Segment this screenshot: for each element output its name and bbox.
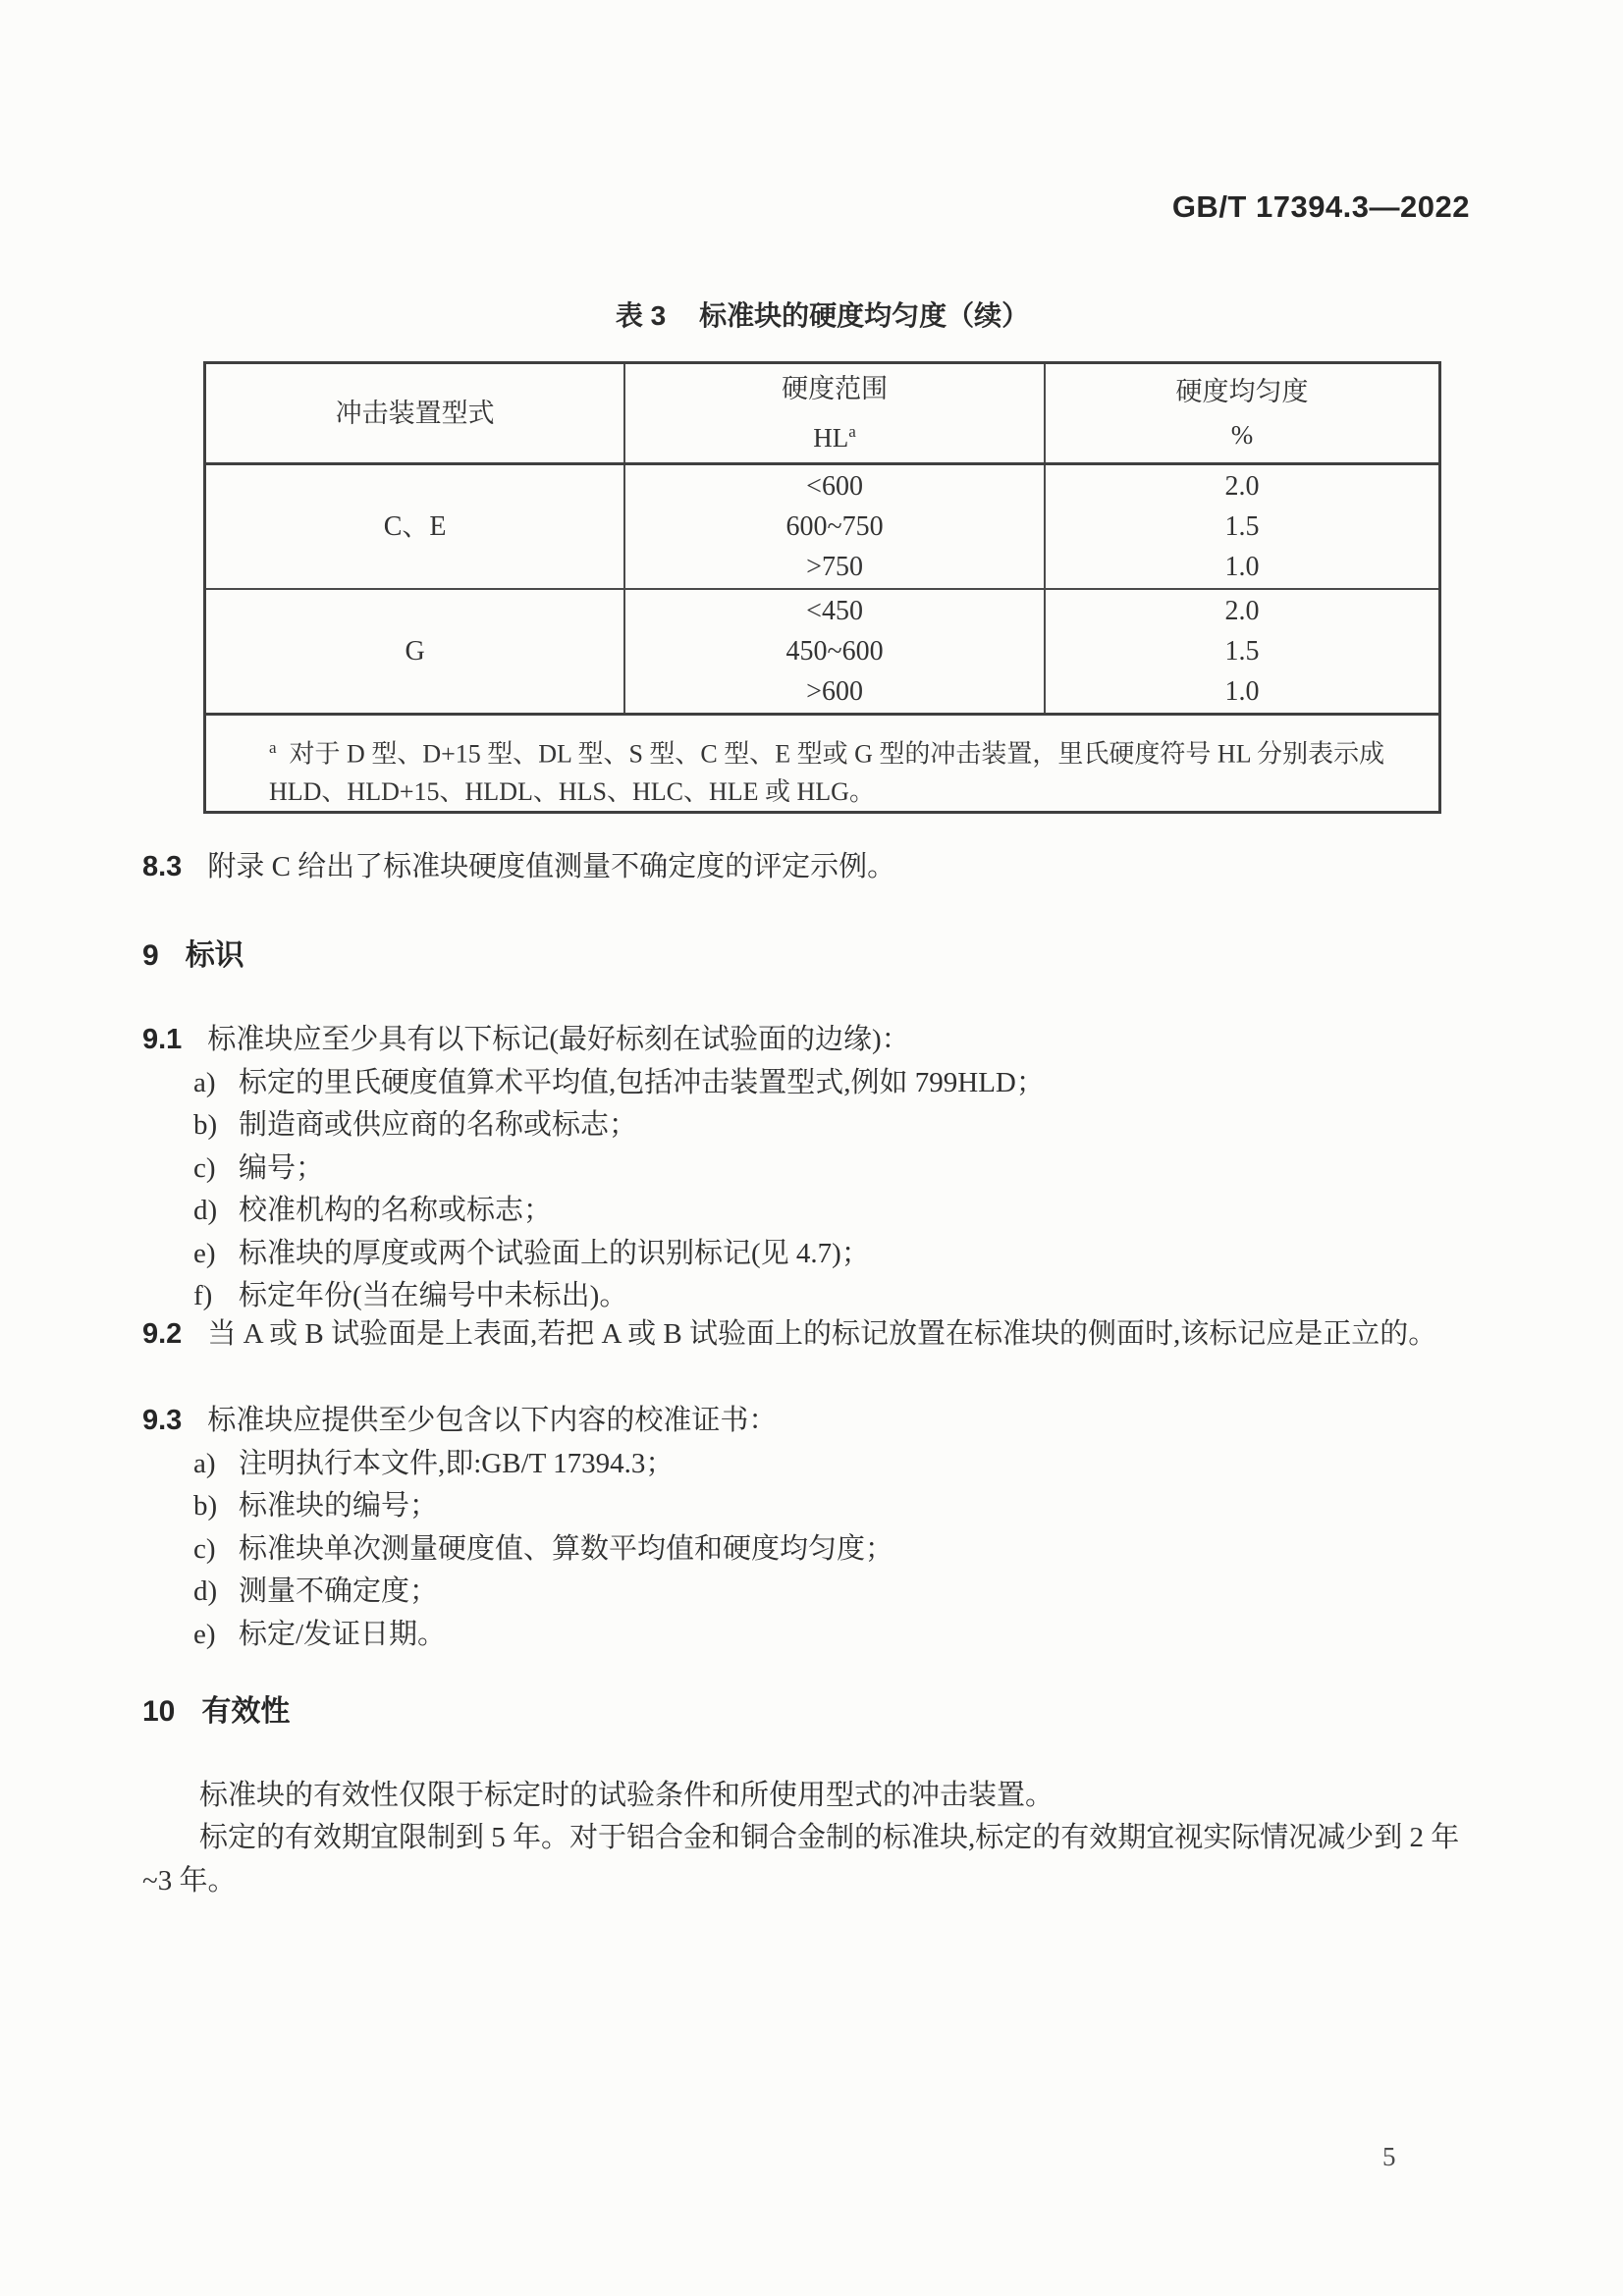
heading-number: 10 <box>142 1695 176 1728</box>
list-item-label: f) <box>193 1280 213 1312</box>
device-type-cell: G <box>205 589 625 715</box>
list-item-text: 测量不确定度； <box>239 1575 439 1608</box>
list-item-label: e) <box>193 1618 216 1650</box>
list-item <box>142 1104 1481 1147</box>
heading-title: 有效性 <box>201 1695 291 1728</box>
uniformity-cell <box>1045 464 1440 590</box>
col-header-device-type-label: 冲击装置型式 <box>335 399 495 428</box>
list-item <box>142 1275 1481 1317</box>
heading-9 <box>142 931 1481 974</box>
col-header-hardness-range <box>624 363 1045 464</box>
list-item-text: 标定年份(当在编号中未标出)。 <box>239 1280 628 1312</box>
list-item <box>142 1233 1481 1275</box>
list-item <box>142 1190 1481 1232</box>
range-value: 450~600 <box>785 636 884 667</box>
list-item <box>142 1062 1481 1104</box>
section-text: 附录 C 给出了标准块硬度值测量不确定度的评定示例。 <box>207 851 896 882</box>
list-item-label: b) <box>193 1490 218 1522</box>
section-text: 当 A 或 B 试验面是上表面,若把 A 或 B 试验面上的标记放置在标准块的侧面时,该标记应是正立的。 <box>207 1318 1437 1350</box>
list-item-text: 编号； <box>239 1151 325 1184</box>
list-item-text: 注明执行本文件,即:GB/T 17394.3； <box>239 1448 675 1479</box>
list-item <box>142 1571 1481 1613</box>
table-footnote-row <box>205 715 1440 813</box>
list-item <box>142 1528 1481 1571</box>
list-item-text: 标准块的厚度或两个试验面上的识别标记(见 4.7)； <box>239 1237 870 1269</box>
section-number: 9.1 <box>142 1024 183 1055</box>
hardness-uniformity-table <box>203 361 1441 814</box>
uniformity-value: 1.0 <box>1224 552 1260 582</box>
range-cell <box>624 589 1045 715</box>
list-item-label: d) <box>193 1575 218 1608</box>
section-number: 8.3 <box>142 851 183 882</box>
uniformity-label: 硬度均匀度 <box>1175 377 1309 406</box>
list-item-text: 标准块的编号； <box>239 1490 439 1522</box>
heading-title: 标识 <box>185 939 244 972</box>
list-item <box>142 1443 1481 1485</box>
section-8-3 <box>142 846 1481 889</box>
list-item-text: 制造商或供应商的名称或标志； <box>239 1109 638 1142</box>
list-item-label: d) <box>193 1195 218 1227</box>
section-text: 标准块应提供至少包含以下内容的校准证书： <box>207 1405 778 1436</box>
hardness-range-unit: HL <box>813 423 849 453</box>
range-value: >600 <box>806 676 863 707</box>
hardness-range-label: 硬度范围 <box>782 374 889 403</box>
list-item <box>142 1148 1481 1190</box>
range-value: <450 <box>806 596 863 626</box>
table-label: 表 3 <box>615 300 667 331</box>
col-header-device-type <box>205 363 625 464</box>
section-text: 标准块应至少具有以下标记(最好标刻在试验面的边缘)： <box>207 1024 910 1055</box>
range-value: <600 <box>806 471 863 502</box>
table-row-ce <box>205 464 1440 590</box>
list-item-text: 标定/发证日期。 <box>239 1618 447 1650</box>
range-value: >750 <box>806 552 863 582</box>
list-item-label: a) <box>193 1067 216 1098</box>
section-9-1 <box>142 1019 1481 1062</box>
table-caption: 标准块的硬度均匀度（续） <box>699 300 1030 331</box>
range-cell <box>624 464 1045 590</box>
uniformity-value: 1.5 <box>1224 511 1260 542</box>
heading-number: 9 <box>142 939 159 972</box>
section-9-3 <box>142 1400 1481 1443</box>
table-title <box>203 294 1441 334</box>
hardness-range-footnote-marker: a <box>848 422 856 441</box>
list-9-1 <box>142 1062 1481 1317</box>
list-9-3 <box>142 1443 1481 1656</box>
list-item-label: c) <box>193 1151 216 1184</box>
uniformity-value: 1.5 <box>1224 636 1260 667</box>
device-type-cell: C、E <box>205 464 625 590</box>
footnote-marker: a <box>269 738 277 757</box>
list-item-text: 标准块单次测量硬度值、算数平均值和硬度均匀度； <box>239 1532 894 1565</box>
table-row-g <box>205 589 1440 715</box>
section-number: 9.2 <box>142 1318 183 1350</box>
uniformity-value: 1.0 <box>1224 676 1260 707</box>
doc-number: GB/T 17394.3—2022 <box>1171 189 1470 224</box>
page-number: 5 <box>1382 2142 1396 2171</box>
table-footnote-cell <box>205 715 1440 813</box>
range-value: 600~750 <box>785 511 884 542</box>
list-item-text: 标定的里氏硬度值算术平均值,包括冲击装置型式,例如 799HLD； <box>239 1067 1045 1098</box>
list-item-label: e) <box>193 1237 216 1269</box>
footnote-text: 对于 D 型、D+15 型、DL 型、S 型、C 型、E 型或 G 型的冲击装置，里氏硬度符号 HL 分别表示成 HLD、HLD+15、HLDL、HLS、HLC、HLE 或 HLG。 <box>269 739 1385 806</box>
table-header-row <box>205 363 1440 464</box>
list-item-label: b) <box>193 1109 218 1142</box>
list-item-label: a) <box>193 1448 216 1479</box>
uniformity-cell <box>1045 589 1440 715</box>
section-9-2 <box>142 1313 1481 1357</box>
section-number: 9.3 <box>142 1405 183 1436</box>
paragraph-validity-2: 标定的有效期宜限制到 5 年。对于铝合金和铜合金制的标准块,标定的有效期宜视实际情况减少到 2 年~3 年。 <box>142 1822 1460 1896</box>
col-header-uniformity <box>1045 363 1440 464</box>
list-item <box>142 1614 1481 1656</box>
list-item-label: c) <box>193 1532 216 1565</box>
uniformity-value: 2.0 <box>1224 596 1260 626</box>
heading-10 <box>142 1686 1481 1730</box>
uniformity-unit: % <box>1230 420 1254 450</box>
uniformity-value: 2.0 <box>1224 471 1260 502</box>
paragraph-validity-1: 标准块的有效性仅限于标定时的试验条件和所使用型式的冲击装置。 <box>199 1780 1055 1811</box>
list-item <box>142 1485 1481 1527</box>
list-item-text: 校准机构的名称或标志； <box>239 1195 553 1227</box>
